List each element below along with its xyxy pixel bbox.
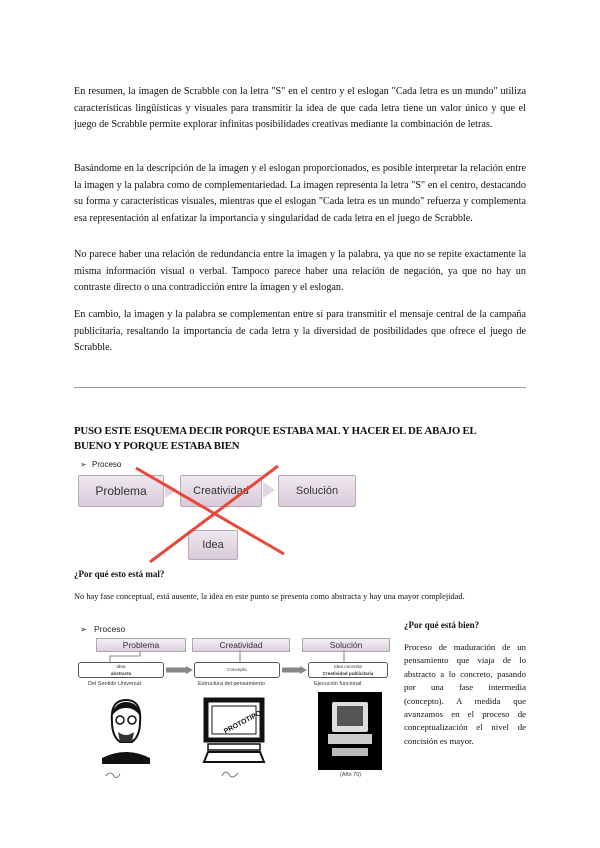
correct-process-diagram bbox=[74, 622, 390, 792]
abstract-idea-line1: Idea bbox=[116, 664, 126, 669]
year-label: (Año 70) bbox=[340, 772, 362, 778]
concrete-idea-box bbox=[308, 662, 388, 678]
solution-box: Solución bbox=[278, 475, 356, 507]
process-title: Proceso bbox=[94, 624, 126, 634]
section-heading: PUSO ESTE ESQUEMA DECIR PORQUE ESTABA MAL Y HACER EL DE ABAJO EL BUENO Y PORQUE ESTABA BIEN bbox=[74, 425, 476, 452]
problem-box: Problema bbox=[78, 475, 164, 507]
concept-box: Concepto bbox=[194, 662, 280, 678]
process-bullet-icon: ➢ bbox=[80, 460, 87, 469]
caption-structure: Estructura del pensamiento bbox=[198, 681, 265, 687]
creativity-header: Creatividad bbox=[192, 638, 290, 652]
process-bullet-icon: ➢ bbox=[80, 624, 88, 634]
paragraph-4: En cambio, la imagen y la palabra se complementan entre sí para transmitir el mensaje central de la campaña publicitaria, resaltando la importancia de cada letra y la diversidad de posibilidades que ofrece el juego de Scrabble. bbox=[74, 309, 526, 354]
solution-header: Solución bbox=[302, 638, 390, 652]
concrete-idea-line1: Idea concreta bbox=[334, 664, 362, 669]
cross-out-icon bbox=[74, 458, 354, 568]
paragraph-3: No parece haber una relación de redundancia entre la imagen y la palabra, ya que no se repite exactamente la misma información visual o verbal. Tampoco parece haber una relación de negación, ya que no hay un contraste directo o una contradicción entre la imagen y el eslogan. bbox=[74, 249, 526, 294]
prototype-label: PROTOTIPO bbox=[223, 709, 263, 736]
paragraph-2: Basándome en la descripción de la imagen y el eslogan proporcionados, es posible interpretar la relación entre la imagen y la palabra como de complementariedad. La imagen representa la letra "S" en el centro, destacando su forma y características visuales, mientras que el eslogan "Cada letra es un mundo" refuerza y complementa esa representación al enfatizar la importancia y singularidad de cada letra en el juego de Scrabble. bbox=[74, 163, 526, 224]
wrong-question: ¿Por qué esto está mal? bbox=[74, 569, 165, 579]
wrong-answer: No hay fase conceptual, está ausente, la idea en este punto se presenta como abstracta y hay una mayor complejidad. bbox=[74, 592, 465, 601]
computer-photo bbox=[318, 692, 382, 770]
computer-photo-icon bbox=[318, 692, 382, 770]
prototype-computer-icon bbox=[200, 692, 270, 782]
problem-header: Problema bbox=[96, 638, 186, 652]
caption-execution: Ejecución funcional bbox=[314, 681, 362, 687]
abstract-idea-line2: abstracta bbox=[110, 670, 132, 676]
idea-box: Idea bbox=[188, 530, 238, 560]
process-title: Proceso bbox=[92, 460, 122, 469]
wrong-process-diagram bbox=[74, 458, 354, 568]
creativity-box: Creatividad bbox=[180, 475, 262, 507]
right-answer: Proceso de maduración de un pensamiento que viaja de lo abstracto a lo concreto, pasando por una fase intermedia (concepto). A medida que avanzamos en el proceso de conceptualización el nivel de concisión es mayor. bbox=[404, 642, 526, 746]
paragraph-1: En resumen, la imagen de Scrabble con la letra "S" en el centro y el eslogan "Cada letra es un mundo" utiliza características lingüísticas y visuales para transmitir la idea de que cada letra tiene un valor único y que el juego de Scrabble permite explorar infinitas posibilidades creativas mediante la combinación de letras. bbox=[74, 86, 526, 131]
horizontal-divider bbox=[74, 387, 526, 388]
concrete-idea-line2: Creatividad publicitaria bbox=[322, 670, 374, 676]
abstract-idea-box bbox=[78, 662, 164, 678]
caption-universal: Del Sentido Universal bbox=[88, 681, 141, 687]
right-question: ¿Por qué está bien? bbox=[404, 620, 480, 630]
portrait-sketch-icon bbox=[92, 692, 160, 780]
